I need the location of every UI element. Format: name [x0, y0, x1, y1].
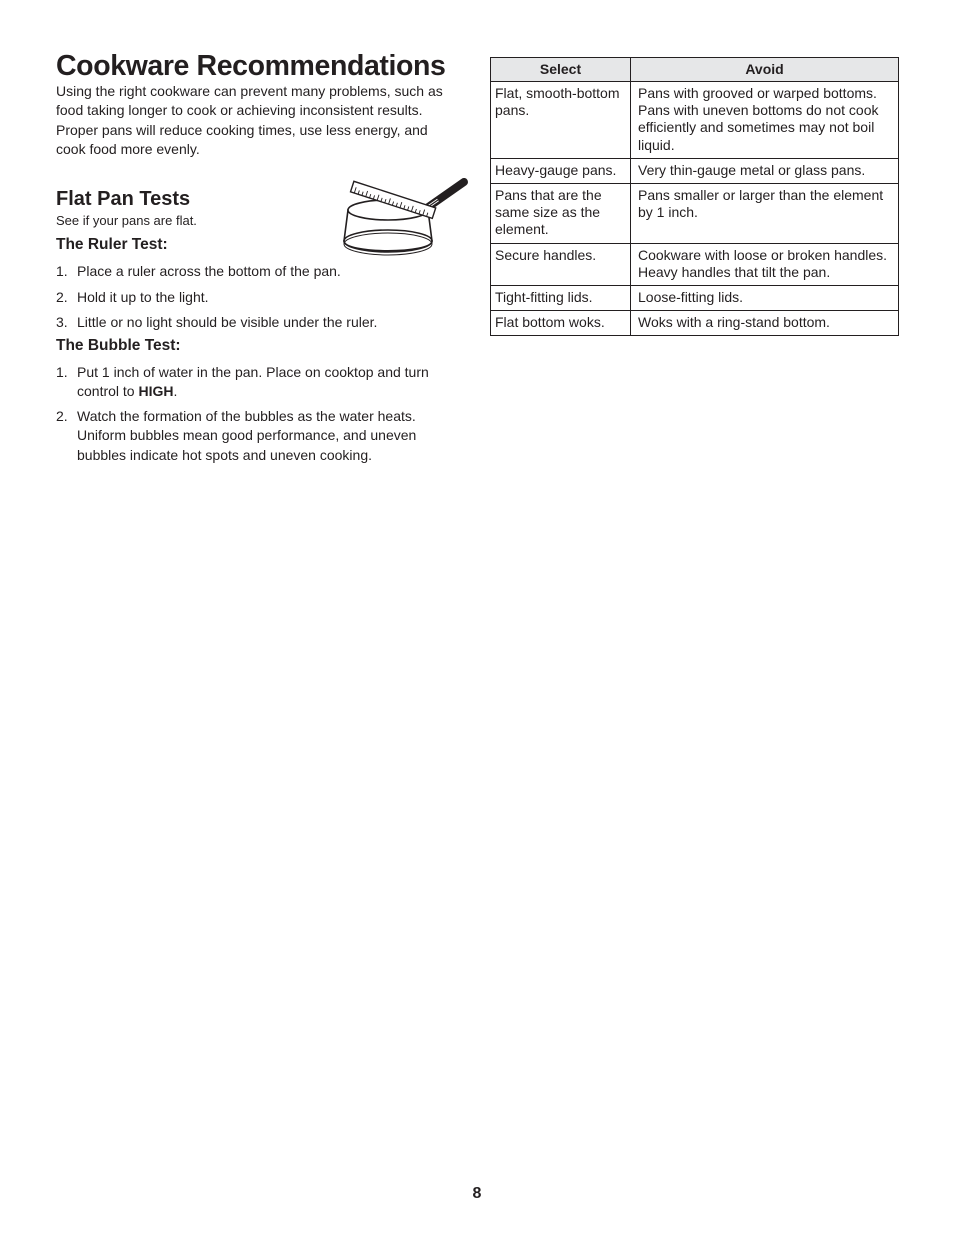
step-number: 3. — [56, 314, 68, 330]
page-number: 8 — [472, 1185, 482, 1202]
select-cell: Pans that are the same size as the element. — [491, 184, 631, 244]
step-text: Place a ruler across the bottom of the pan. — [77, 263, 341, 279]
avoid-cell: Woks with a ring-stand bottom. — [638, 314, 830, 331]
ruler-test-step — [56, 288, 460, 307]
table-header-row — [491, 58, 899, 82]
pan-with-ruler-icon — [338, 174, 470, 262]
avoid-cell: Cookware with loose or broken handles. Heavy handles that tilt the pan. — [631, 243, 899, 285]
step-text — [77, 363, 460, 402]
ruler-test-heading: The Ruler Test: — [56, 236, 168, 253]
avoid-cell: Loose-fitting lids. — [631, 286, 899, 311]
flat-pan-tests-title: Flat Pan Tests — [56, 188, 191, 210]
bubble-test-heading: The Bubble Test: — [56, 337, 181, 354]
avoid-cell: Pans with grooved or warped bottoms. Pans with uneven bottoms do not cook efficiently and sometimes may not boil liquid. — [631, 82, 899, 159]
step-number: 2. — [56, 289, 68, 305]
table-row — [491, 82, 899, 159]
select-cell: Flat, smooth-bottom pans. — [491, 82, 631, 159]
ruler-test-step — [56, 313, 460, 332]
bubble-test-step — [56, 407, 460, 465]
table-row — [491, 311, 899, 336]
page-title: Cookware Recommendations — [56, 50, 446, 82]
select-cell: Tight-fitting lids. — [491, 286, 631, 311]
table-row — [491, 184, 899, 244]
step-text: Hold it up to the light. — [77, 289, 209, 305]
step-number: 2. — [56, 408, 68, 424]
intro-paragraph: Using the right cookware can prevent many problems, such as food taking longer to cook or achieving inconsistent results. Proper pans will reduce cooking times, use less energy, and cook food more evenly. — [56, 83, 443, 158]
select-cell: Heavy-gauge pans. — [491, 158, 631, 183]
step-text: Watch the formation of the bubbles as the water heats. Uniform bubbles mean good performance, and uneven bubbles indicate hot spots and uneven cooking. — [77, 408, 417, 463]
bubble-test-step — [56, 363, 460, 402]
avoid-cell: Very thin-gauge metal or glass pans. — [631, 158, 899, 183]
avoid-cell: Pans smaller or larger than the element by 1 inch. — [631, 184, 899, 244]
table-row — [491, 158, 899, 183]
select-cell: Secure handles. — [491, 243, 631, 285]
cookware-select-avoid-table — [490, 57, 899, 336]
table-row — [491, 243, 899, 285]
select-cell: Flat bottom woks. — [491, 311, 631, 336]
step-number: 1. — [56, 263, 68, 279]
step-text-part: . — [173, 383, 178, 400]
step-text: Little or no light should be visible under the ruler. — [77, 314, 378, 330]
ruler-test-step — [56, 262, 460, 281]
control-setting-high: HIGH — [138, 383, 174, 400]
table-row — [491, 286, 899, 311]
flat-pan-tests-subtitle: See if your pans are flat. — [56, 213, 197, 228]
column-header-avoid: Avoid — [631, 58, 899, 82]
step-number: 1. — [56, 364, 68, 380]
column-header-select: Select — [491, 58, 631, 82]
step-text-part: Put 1 inch of water in the pan. Place on cooktop and turn control to — [77, 364, 429, 400]
